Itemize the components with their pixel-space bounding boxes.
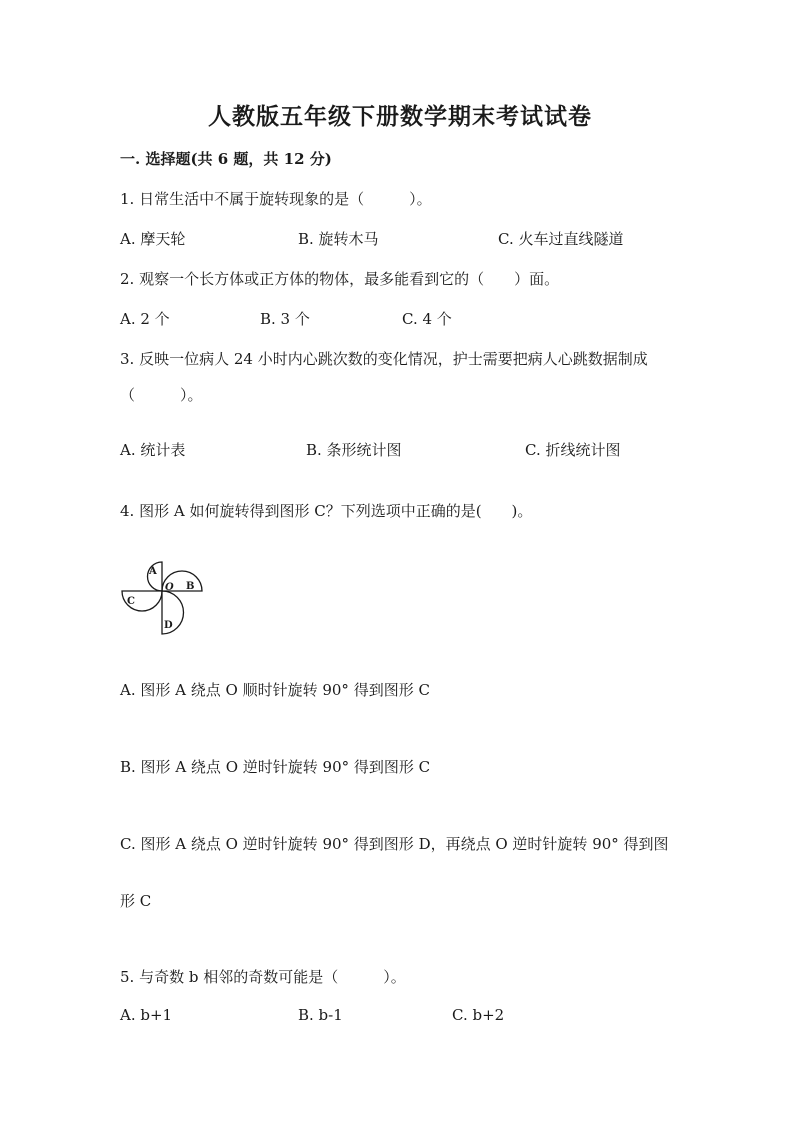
- figure-label-d: D: [164, 620, 173, 631]
- question-1-option-c: C. 火车过直线隧道: [498, 230, 624, 248]
- question-2-text: 2. 观察一个长方体或正方体的物体，最多能看到它的（ ）面。: [120, 270, 560, 288]
- figure-label-o: O: [165, 582, 174, 593]
- question-5-text: 5. 与奇数 b 相邻的奇数可能是（ ）。: [120, 968, 406, 986]
- rotation-figure: [118, 558, 208, 638]
- question-3-text-line1: 3. 反映一位病人 24 小时内心跳次数的变化情况，护士需要把病人心跳数据制成: [120, 350, 648, 368]
- question-5-option-a: A. b+1: [120, 1006, 173, 1024]
- question-4-option-c: C. 图形 A 绕点 O 逆时针旋转 90° 得到图形 D，再绕点 O 逆时针旋转 90° 得到图: [120, 835, 669, 853]
- question-3-option-c: C. 折线统计图: [525, 441, 621, 459]
- question-4-option-a: A. 图形 A 绕点 O 顺时针旋转 90° 得到图形 C: [120, 681, 430, 699]
- question-2-option-a: A. 2 个: [120, 310, 170, 328]
- question-4-option-b: B. 图形 A 绕点 O 逆时针旋转 90° 得到图形 C: [120, 758, 431, 776]
- question-2-option-b: B. 3 个: [260, 310, 310, 328]
- section-heading: 一. 选择题(共 6 题，共 12 分): [120, 150, 332, 168]
- question-4-option-c-continued: 形 C: [120, 892, 152, 910]
- question-5-option-b: B. b-1: [298, 1006, 343, 1024]
- question-1-option-b: B. 旋转木马: [298, 230, 379, 248]
- figure-label-c: C: [127, 596, 135, 607]
- question-3-option-a: A. 统计表: [120, 441, 186, 459]
- question-5-option-c: C. b+2: [452, 1006, 505, 1024]
- figure-label-b: B: [186, 581, 195, 592]
- question-4-text: 4. 图形 A 如何旋转得到图形 C？下列选项中正确的是( )。: [120, 502, 533, 520]
- question-1-text: 1. 日常生活中不属于旋转现象的是（ ）。: [120, 190, 432, 208]
- question-3-text-line2: （ ）。: [120, 386, 203, 404]
- question-1-option-a: A. 摩天轮: [120, 230, 186, 248]
- figure-label-a: A: [149, 566, 157, 577]
- page-title: 人教版五年级下册数学期末考试试卷: [208, 103, 592, 130]
- question-3-option-b: B. 条形统计图: [306, 441, 402, 459]
- question-2-option-c: C. 4 个: [402, 310, 452, 328]
